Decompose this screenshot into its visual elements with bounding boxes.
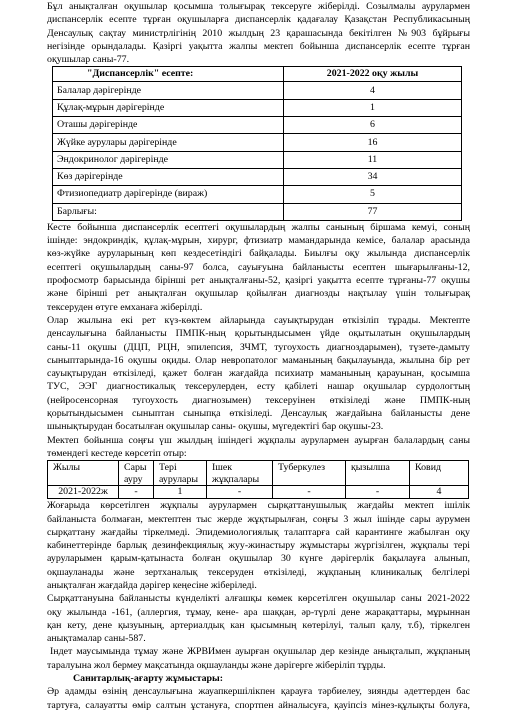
text-line: Кесте бойынша диспансерлік есептегі оқушылардың жалпы санының біршама кемуі, соның (47, 221, 470, 233)
text-line: көз-жүйке ауруларының көп кездесетіндігі байқалады. Биылғы оқу жылында диспансерлік (47, 248, 470, 260)
table-header-cell: Тері аурулары (154, 461, 207, 486)
table-cell-value: 4 (284, 82, 462, 99)
table-row (53, 186, 462, 203)
text-line: қан кету, дене қызуының, артериалдық кан қысымның көтерілуі, талып қалу, т.б), тіркелген (47, 619, 470, 631)
table-header-cell: Туберкулез (273, 461, 346, 486)
table-row (53, 151, 462, 168)
rehab-paragraph (47, 314, 470, 434)
table-cell-label: Құлақ-мұрын дәрігерінде (53, 99, 284, 116)
text-line: оқушылар саны-77. (47, 54, 130, 66)
text-line: профосмотр барысында бірінші рет анықталғаны-52, қазіргі уақытта есепте тұрғаны-77 оқушы (47, 275, 470, 287)
table-header-cell: Ішек жұқпалары (207, 461, 273, 486)
table-cell-value: 5 (284, 186, 462, 203)
table-cell-label: Көз дәрігерінде (53, 168, 284, 185)
table-comment-paragraph (47, 221, 470, 314)
text-line: ішінде: эндокриндік, құлақ-мұрын, хирург, фтизиатр мамандарында кемісе, балалар арасында (47, 235, 470, 247)
text-line: оқшауланады және зертханалық тексеруден өткізіледі, жұқпаның клиникалық белгілері (47, 566, 470, 578)
document-page (47, 0, 470, 712)
table-cell-value: 11 (284, 151, 462, 168)
table-header-cell: Жылы (48, 461, 119, 486)
text-line: сауықтырудан өткізіледі, қажет болған жағдайда психиатр маманының қарауынан, қосымша (47, 368, 470, 380)
text-line: Сырқаттануына байланысты күнделікті алғашқы көмек көрсетілген оқушылар саны 2021-2022 (47, 593, 470, 605)
text-line: Бұл анықталған оқушылар қосымша толығырақ тексеруге жіберілді. Созылмалы аурулармен (47, 1, 470, 12)
text-line: анықталған жағдайда дәрігер кеңесіне жіберіледі. (47, 579, 257, 591)
table-cell-label: Барлығы: (53, 203, 284, 220)
text-line: кабинеттерінде барлық дезинфекциялық жуу-жинастыру жұмыстары жүргізілген, жұқпалы тері (47, 540, 470, 552)
infection-comment-paragraph (47, 499, 470, 592)
table-cell: 1 (154, 486, 207, 499)
table-cell-label: Эндокринолог дәрігерінде (53, 151, 284, 168)
text-line: қорытындысымен сыныптан сыныпқа өткізіледі. Денсаулық жағдайына байланысты дене (47, 408, 470, 420)
table-row (53, 82, 462, 99)
text-line: оқу жылында -161, (аллергия, тұмау, кене- ара шаққан, әр-түрлі дене жарақаттары, мұрыннан (47, 606, 470, 618)
text-line: саны-11 оқушы (ДЦП, РЦН, эпилепсия, ЗЧМТ, тугоухость диагноздарымен), түзете-дамыту (47, 341, 470, 353)
text-line: ауруларымен қарым-қатынаста болған оқушылар 30 күнге дәрігерлік бақылауға алынып, (47, 553, 470, 565)
table-cell: 2021-2022ж (48, 486, 119, 499)
dispensary-table (52, 66, 462, 220)
text-line: тексеруден өтуге емханаға жіберілді. (47, 301, 203, 313)
table-cell: - (273, 486, 346, 499)
table-header-cell: "Диспансерлік" есепте: (53, 67, 284, 82)
section-heading: Санитарлық-ағарту жұмыстары: (73, 673, 223, 685)
text-line: тартуға, салауатты өмір салтын ұстануға, спортпен айналысуға, қауіпсіз мінез-құлықты болуға, (47, 699, 470, 711)
intro-paragraph (47, 0, 470, 66)
text-line: сыныптарында-16 оқушы оқиды. Олар невропатолог маманының бақылауында, жылына бір рет (47, 354, 470, 366)
table-cell: - (207, 486, 273, 499)
text-line: Індет маусымында тұмау және ЖРВИмен ауырған оқушылар дер кезінде анықталып, жұқпаның (50, 646, 470, 658)
table-cell-value: 34 (284, 168, 462, 185)
table-header-row (48, 461, 469, 486)
first-aid-paragraph (47, 592, 470, 645)
table-row (53, 134, 462, 151)
epidemic-paragraph (47, 645, 470, 672)
infection-intro-paragraph (47, 434, 470, 461)
table-header-cell: Ковид (410, 461, 469, 486)
text-line: (нейросенсорная тугоухость диагнозымен) тексеруінен өткізіледі және ПМПК-ның (47, 394, 470, 406)
table-cell-value: 6 (284, 117, 462, 134)
text-line: шынықтырудан босатылған оқушылар саны- оқушы, мүгедектігі бар оқушы-23. (47, 421, 384, 433)
text-line: Денсаулық сақтау министрлігінің 2010 жылдың 23 қарашасында бекітілген №903 бұйрығы (47, 27, 470, 39)
table-cell-label: Оташы дәрігерінде (53, 117, 284, 134)
table-cell: - (119, 486, 154, 499)
table-cell-label: Жүйке аурулары дәрігерінде (53, 134, 284, 151)
text-line: Мектеп бойынша соңғы үш жылдың ішіндегі жұқпалы аурулармен ауырған балалардың саны (47, 434, 470, 446)
text-line: Жоғарыда көрсетілген жұқпалы аурулармен сырқаттанушылық жағдайы мектеп ішілік (47, 500, 470, 512)
text-line: байланыста болмаған, мектептен тыс жерде жұқтырылған, соңғы 3 жыл ішінде сары аурумен (47, 513, 470, 525)
table-row (53, 168, 462, 185)
text-line: негізінде орындалады. Қазіргі уақытта жалпы мектеп бойынша диспансерлік есепте тұрған (47, 40, 470, 52)
table-header-row (53, 67, 462, 82)
table-row (53, 117, 462, 134)
text-line: анықтамалар саны-587. (47, 633, 146, 645)
table-cell-value: 77 (284, 203, 462, 220)
text-line: Әр адамды өзінің денсаулығына жауапкершілікпен қарауға тәрбиелеу, зиянды әдеттерден бас (47, 686, 470, 698)
text-line: Олар жылына екі рет күз-көктем айларында сауықтырудан өткізіліп тұрады. Мектепте (47, 314, 470, 326)
table-row-total (53, 203, 462, 220)
text-line: денсаулығына байланысты ПМПК-ның қорытындысымен үйде оқытылатын оқушылардың (47, 328, 470, 340)
table-cell-value: 16 (284, 134, 462, 151)
text-line: таралуына жол бермеу мақсатында оқшауланды және дәрігерге жіберіліп тұрды. (47, 659, 386, 671)
text-line: диспансерлік есепте тұрған оқушыларға диспансерлік қадағалау Қазақстан Республикасының (47, 14, 470, 26)
health-education-paragraph (47, 685, 470, 712)
text-line: есептегі оқушылардың саны-97 болса, сауығуына байланысты есептен шығарылғаны-12, (47, 261, 470, 273)
text-line: төмендегі кестеде көрсетіп отыр: (47, 447, 187, 459)
table-header-cell: қызылша (346, 461, 410, 486)
table-row (48, 486, 469, 499)
text-line: және бірінші рет анықталған оқушылар қойылған диагнозды нақтылау үшін толығырақ (47, 288, 470, 300)
table-cell: - (346, 486, 410, 499)
table-cell: 4 (410, 486, 469, 499)
table-header-cell: Сары ауру (119, 461, 154, 486)
table-header-cell: 2021-2022 оқу жылы (284, 67, 462, 82)
table-cell-label: Фтизиопедиатр дәрігерінде (вираж) (53, 186, 284, 203)
infection-table (47, 460, 469, 499)
table-cell-label: Балалар дәрігерінде (53, 82, 284, 99)
table-row (53, 99, 462, 116)
text-line: ТУС, ЭЭГ диагностикалық тексерулерден, есту қабілеті нашар оқушылар сурдологтың (47, 381, 470, 393)
text-line: сырқаттану жағдайы тіркелмеді. Эпидемиологиялық талаптарға сай карантинге жабылған оқу (47, 526, 470, 538)
table-cell-value: 1 (284, 99, 462, 116)
